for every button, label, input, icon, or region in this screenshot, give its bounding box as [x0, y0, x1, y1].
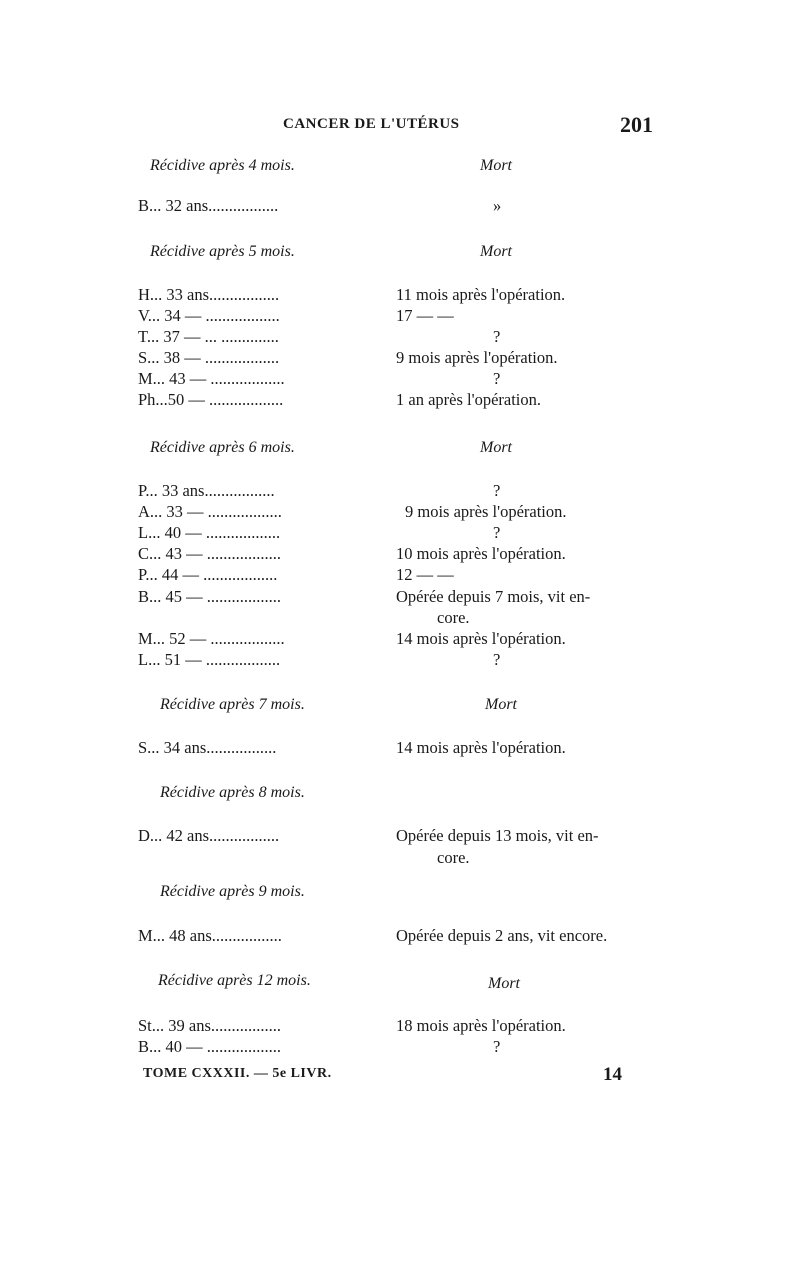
mort-heading: Mort: [485, 696, 517, 713]
section-heading: Récidive après 9 mois.: [160, 883, 305, 900]
patient-entry: Ph...50 — ..................: [138, 390, 284, 409]
outcome: Opérée depuis 7 mois, vit en-: [396, 587, 591, 606]
patient-entry: A... 33 — ..................: [138, 502, 282, 521]
patient-entry: B... 32 ans.................: [138, 196, 279, 215]
section-heading: Récidive après 4 mois.: [150, 157, 295, 174]
page-number: 201: [620, 112, 653, 137]
outcome: 9 mois après l'opération.: [396, 348, 558, 367]
outcome: Opérée depuis 13 mois, vit en-: [396, 826, 599, 845]
outcome-continuation: core.: [437, 608, 470, 627]
patient-entry: P... 33 ans.................: [138, 481, 275, 500]
table-row: [138, 390, 678, 412]
patient-entry: L... 51 — ..................: [138, 650, 281, 669]
outcome: ?: [493, 327, 501, 346]
table-row: [138, 544, 678, 566]
table-row: [138, 1037, 678, 1059]
mort-heading: Mort: [488, 975, 520, 992]
mort-heading: Mort: [480, 439, 512, 456]
table-row: [138, 629, 678, 651]
outcome: »: [493, 196, 502, 215]
section-heading: Récidive après 6 mois.: [150, 439, 295, 456]
outcome: 18 mois après l'opération.: [396, 1016, 566, 1035]
table-row: [138, 565, 678, 587]
patient-entry: H... 33 ans.................: [138, 285, 280, 304]
table-row: [138, 369, 678, 391]
signature-mark: 14: [603, 1064, 622, 1085]
patient-entry: S... 38 — ..................: [138, 348, 280, 367]
outcome: ?: [493, 369, 501, 388]
outcome: 9 mois après l'opération.: [405, 502, 567, 521]
patient-entry: S... 34 ans.................: [138, 738, 277, 757]
volume-footer: TOME CXXXII. — 5e LIVR.: [143, 1066, 332, 1081]
table-row: [138, 523, 678, 545]
table-row: [138, 306, 678, 328]
outcome: 17 — —: [396, 306, 454, 325]
patient-entry: M... 52 — ..................: [138, 629, 285, 648]
table-row: [138, 926, 678, 948]
patient-entry: L... 40 — ..................: [138, 523, 281, 542]
section-heading: Récidive après 8 mois.: [160, 784, 305, 801]
patient-entry: M... 43 — ..................: [138, 369, 285, 388]
table-row: [138, 502, 678, 524]
outcome: ?: [493, 481, 501, 500]
outcome: Opérée depuis 2 ans, vit encore.: [396, 926, 608, 945]
mort-heading: Mort: [480, 243, 512, 260]
outcome-continuation: core.: [437, 848, 470, 867]
outcome: ?: [493, 650, 501, 669]
table-row: [138, 285, 678, 307]
table-row: [138, 196, 678, 218]
table-row: [138, 1016, 678, 1038]
patient-entry: T... 37 — ... ..............: [138, 327, 279, 346]
patient-entry: P... 44 — ..................: [138, 565, 278, 584]
patient-entry: B... 40 — ..................: [138, 1037, 282, 1056]
patient-entry: St... 39 ans.................: [138, 1016, 282, 1035]
outcome: 11 mois après l'opération.: [396, 285, 566, 304]
section-heading: Récidive après 7 mois.: [160, 696, 305, 713]
patient-entry: V... 34 — ..................: [138, 306, 280, 325]
table-row: [138, 327, 678, 349]
outcome: 14 mois après l'opération.: [396, 738, 566, 757]
table-row: [138, 650, 678, 672]
patient-entry: C... 43 — ..................: [138, 544, 282, 563]
outcome: 1 an après l'opération.: [396, 390, 542, 409]
outcome: ?: [493, 523, 501, 542]
patient-entry: M... 48 ans.................: [138, 926, 282, 945]
table-row: [138, 348, 678, 370]
patient-entry: B... 45 — ..................: [138, 587, 282, 606]
outcome: 14 mois après l'opération.: [396, 629, 566, 648]
table-row: [138, 826, 678, 848]
outcome: 10 mois après l'opération.: [396, 544, 566, 563]
running-title: CANCER DE L'UTÉRUS: [283, 116, 460, 132]
outcome: ?: [493, 1037, 501, 1056]
table-row: [138, 738, 678, 760]
outcome: 12 — —: [396, 565, 454, 584]
patient-entry: D... 42 ans.................: [138, 826, 280, 845]
section-heading: Récidive après 12 mois.: [158, 972, 311, 989]
table-row: [138, 587, 678, 609]
mort-heading: Mort: [480, 157, 512, 174]
section-heading: Récidive après 5 mois.: [150, 243, 295, 260]
table-row: [138, 481, 678, 503]
